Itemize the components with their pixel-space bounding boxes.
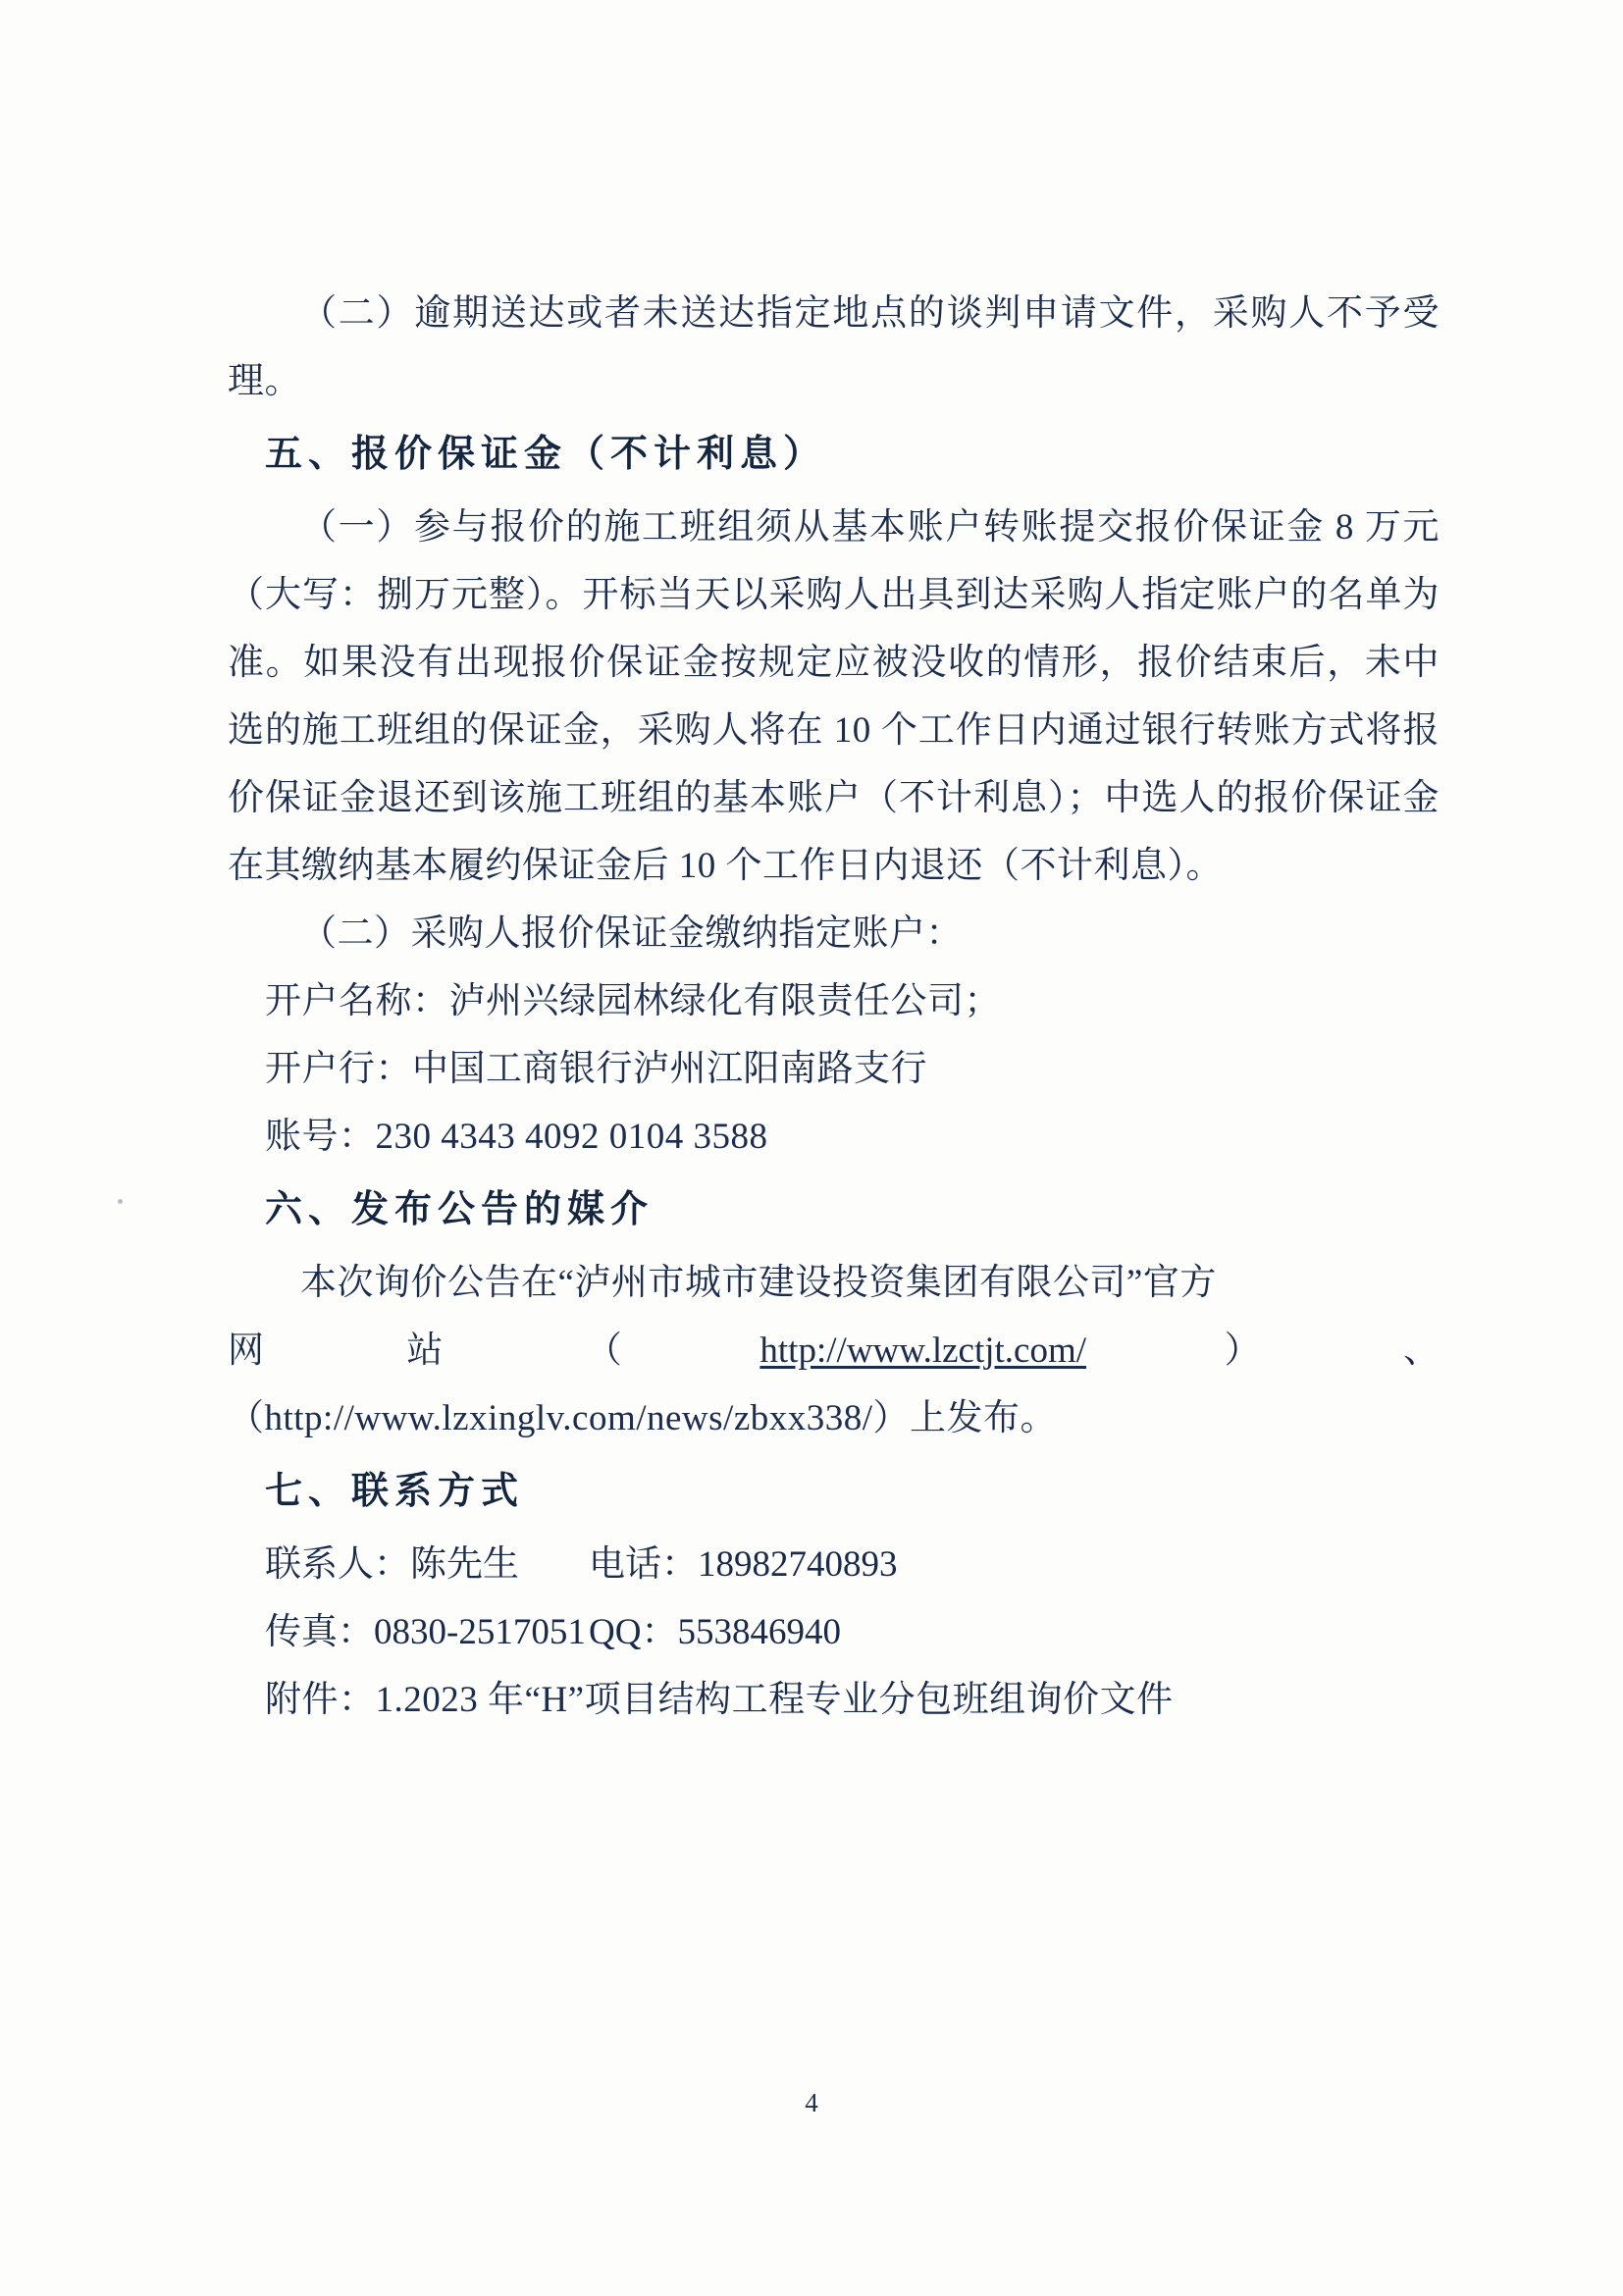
label-zhan: 站 bbox=[406, 1331, 444, 1371]
account-bank-line: 开户行：中国工商银行泸州江阳南路支行 bbox=[265, 1049, 927, 1089]
heading-section-five: 五、报价保证金（不计利息） bbox=[265, 434, 827, 475]
paragraph-deposit-rules: （一）参与报价的施工班组须从基本账户转账提交报价保证金 8 万元（大写：捌万元整）。开标当天以采购人出具到达采购人指定账户的名单为准。如果没有出现报价保证金按规定应被没收的情形，报价结束后，未中选的施工班组的保证金，采购人将在 10 个工作日内通过银行转账方式将报价保证金退还到该施工班组的基本账户（不计利息）；中选人的报价保证金在其缴纳基本履约保证金后 10 个工作日内退还（不计利息）。 bbox=[228, 507, 1440, 886]
paragraph-designated-account-intro: （二）采购人报价保证金缴纳指定账户： bbox=[300, 913, 963, 954]
stray-ink-mark bbox=[118, 1199, 123, 1204]
attachment-line: 附件：1.2023 年“H”项目结构工程专业分包班组询价文件 bbox=[265, 1680, 1174, 1720]
paren-close: ） bbox=[1224, 1331, 1261, 1371]
account-number-line: 账号：230 4343 4092 0104 3588 bbox=[265, 1117, 768, 1157]
announcement-url-line bbox=[228, 1317, 1440, 1384]
account-name-line: 开户名称：泸州兴绿园林绿化有限责任公司； bbox=[265, 981, 1001, 1021]
announcement-url-line-2: （http://www.lzxinglv.com/news/zbxx338/）上发布。 bbox=[228, 1398, 1058, 1438]
contact-qq: QQ：553846940 bbox=[589, 1612, 841, 1652]
heading-section-seven: 七、联系方式 bbox=[265, 1471, 525, 1512]
contact-fax: 传真：0830-2517051 bbox=[265, 1612, 586, 1652]
label-wang: 网 bbox=[228, 1331, 264, 1371]
paragraph-late-submission: （二）逾期送达或者未送达指定地点的谈判申请文件，采购人不予受理。 bbox=[228, 293, 1440, 401]
link-lzctjt[interactable]: http://www.lzctjt.com/ bbox=[759, 1331, 1087, 1371]
contact-phone: 电话：18982740893 bbox=[589, 1544, 898, 1585]
paren-open: （ bbox=[585, 1331, 622, 1371]
document-body bbox=[228, 280, 1440, 1734]
contact-row-fax bbox=[228, 1598, 1440, 1666]
contact-person: 联系人：陈先生 bbox=[265, 1544, 519, 1585]
paragraph-announcement-media: 本次询价公告在“泸州市城市建设投资集团有限公司”官方 bbox=[300, 1263, 1217, 1303]
heading-section-six: 六、发布公告的媒介 bbox=[265, 1189, 654, 1230]
comma-separator: 、 bbox=[1403, 1331, 1440, 1371]
contact-row-person bbox=[228, 1531, 1440, 1598]
page-number: 4 bbox=[805, 2088, 818, 2117]
